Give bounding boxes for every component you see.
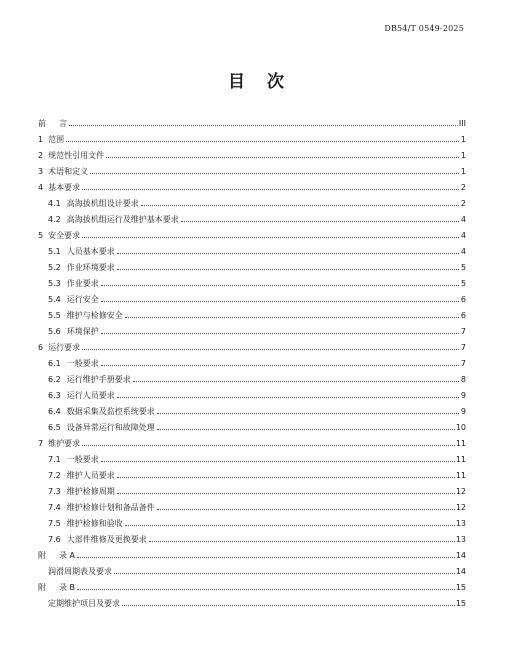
toc-entry-page-number: 13	[455, 519, 466, 528]
toc-entry-label: 规范性引用文件	[48, 151, 105, 160]
toc-entry-label: 大部件维修及更换要求	[66, 535, 147, 544]
toc-entry-label: 维护检修和验收	[66, 519, 123, 528]
toc-entry[interactable]	[38, 417, 466, 433]
toc-title	[0, 67, 512, 92]
toc-entry[interactable]	[38, 433, 466, 449]
toc-entry-page-number: 7	[460, 359, 466, 368]
toc-entry-page-number: 15	[455, 583, 466, 592]
toc-entry-label: 维护检修计划和备品备件	[66, 503, 155, 512]
toc-dot-leader	[90, 173, 459, 174]
toc-entry[interactable]	[38, 449, 466, 465]
toc-entry[interactable]	[38, 129, 466, 145]
toc-entry-page-number: 5	[460, 279, 466, 288]
toc-entry-label: 环境保护	[66, 327, 99, 336]
toc-entry[interactable]	[38, 305, 466, 321]
toc-entry[interactable]	[38, 353, 466, 369]
toc-entry-label: 人员基本要求	[66, 247, 115, 256]
toc-title-char-2: 次	[266, 72, 284, 92]
document-code: DB54/T 0549-2025	[384, 24, 464, 33]
toc-entry-page-number: 11	[455, 455, 466, 464]
toc-entry-page-number: 13	[455, 535, 466, 544]
toc-entry[interactable]	[38, 145, 466, 161]
toc-entry-page-number: III	[458, 119, 466, 128]
toc-dot-leader	[122, 605, 455, 606]
toc-dot-leader	[157, 413, 459, 414]
toc-entry-number: 4.1	[48, 199, 61, 208]
toc-dot-leader	[69, 125, 458, 126]
toc-entry[interactable]	[38, 193, 466, 209]
toc-entry-label: 数据采集及监控系统要求	[66, 407, 155, 416]
toc-entry-label: 安全要求	[48, 231, 81, 240]
toc-dot-leader	[82, 445, 455, 446]
toc-entry-number: 1	[38, 135, 44, 144]
toc-dot-leader	[141, 205, 459, 206]
toc-dot-leader	[101, 333, 459, 334]
toc-entry-number: 4.2	[48, 215, 61, 224]
toc-entry-number: 6.1	[48, 359, 61, 368]
toc-entry-label: 基本要求	[48, 183, 81, 192]
toc-entry[interactable]	[38, 561, 466, 577]
toc-entry-number: 6.5	[48, 423, 61, 432]
toc-entry-number: 7.6	[48, 535, 61, 544]
toc-entry-label: 维护人员要求	[66, 471, 115, 480]
toc-title-char-1: 目	[228, 72, 246, 92]
toc-entry-label: 运行维护手册要求	[66, 375, 131, 384]
toc-entry-page-number: 6	[460, 295, 466, 304]
toc-entry-number: 7.5	[48, 519, 61, 528]
toc-entry[interactable]	[38, 369, 466, 385]
toc-entry-number: 2	[38, 151, 44, 160]
toc-entry-number: 5.6	[48, 327, 61, 336]
toc-entry-page-number: 7	[460, 327, 466, 336]
toc-entry-page-number: 11	[455, 439, 466, 448]
toc-entry-label: 运行安全	[66, 295, 99, 304]
toc-dot-leader	[77, 557, 455, 558]
toc-entry-label: 维护检修周期	[66, 487, 115, 496]
toc-entry-label: 一般要求	[66, 455, 99, 464]
toc-entry-label: 作业环境要求	[66, 263, 115, 272]
toc-dot-leader	[181, 221, 459, 222]
toc-entry[interactable]	[38, 465, 466, 481]
toc-entry[interactable]	[38, 225, 466, 241]
toc-dot-leader	[157, 429, 455, 430]
toc-entry-label: 维护要求	[48, 439, 81, 448]
toc-entry-page-number: 12	[455, 503, 466, 512]
toc-entry-page-number: 7	[460, 343, 466, 352]
toc-dot-leader	[157, 509, 455, 510]
toc-entry-page-number: 8	[460, 375, 466, 384]
toc-entry-number: 6.2	[48, 375, 61, 384]
toc-dot-leader	[117, 397, 459, 398]
toc-entry-label: 录 A	[59, 551, 76, 560]
toc-entry-page-number: 9	[460, 407, 466, 416]
toc-entry-label: 运行人员要求	[66, 391, 115, 400]
toc-dot-leader	[101, 365, 459, 366]
toc-entry-number: 附	[38, 551, 54, 560]
toc-entry-page-number: 4	[460, 215, 466, 224]
toc-entry-number: 7	[38, 439, 44, 448]
toc-entry-label: 设备异常运行和故障处理	[66, 423, 155, 432]
toc-entry[interactable]	[38, 113, 466, 129]
toc-entry-page-number: 14	[455, 567, 466, 576]
toc-dot-leader	[149, 541, 455, 542]
toc-dot-leader	[117, 269, 459, 270]
toc-dot-leader	[114, 573, 455, 574]
toc-entry-page-number: 2	[460, 183, 466, 192]
toc-dot-leader	[117, 477, 455, 478]
toc-entry-number: 7.4	[48, 503, 61, 512]
toc-dot-leader	[133, 381, 459, 382]
toc-dot-leader	[66, 141, 459, 142]
toc-entry-number: 5.1	[48, 247, 61, 256]
toc-dot-leader	[106, 157, 459, 158]
toc-dot-leader	[101, 461, 455, 462]
toc-entry-number: 3	[38, 167, 44, 176]
toc-dot-leader	[117, 253, 459, 254]
toc-entry-page-number: 1	[460, 167, 466, 176]
toc-entry-number: 7.1	[48, 455, 61, 464]
toc-entry-number: 5	[38, 231, 44, 240]
toc-entry[interactable]	[38, 321, 466, 337]
toc-entry-label: 维护与检修安全	[66, 311, 123, 320]
toc-entry-label: 言	[59, 119, 67, 128]
toc-entry-page-number: 6	[460, 311, 466, 320]
toc-entry[interactable]	[38, 385, 466, 401]
toc-entry[interactable]	[38, 177, 466, 193]
toc-entry-number: 5.3	[48, 279, 61, 288]
toc-entry-page-number: 10	[455, 423, 466, 432]
toc-entry-number: 5.4	[48, 295, 61, 304]
toc-dot-leader	[82, 349, 459, 350]
toc-entry-page-number: 12	[455, 487, 466, 496]
toc-entry-page-number: 1	[460, 151, 466, 160]
toc-entry-number: 6.3	[48, 391, 61, 400]
toc-entry[interactable]	[38, 273, 466, 289]
toc-entry-number: 6.4	[48, 407, 61, 416]
toc-entry[interactable]	[38, 593, 466, 609]
toc-entry-page-number: 9	[460, 391, 466, 400]
toc-entry[interactable]	[38, 577, 466, 593]
toc-dot-leader	[117, 493, 455, 494]
toc-entry-label: 一般要求	[66, 359, 99, 368]
toc-dot-leader	[82, 189, 459, 190]
toc-dot-leader	[101, 301, 459, 302]
toc-entry-number: 7.2	[48, 471, 61, 480]
toc-entry-page-number: 1	[460, 135, 466, 144]
toc-entry-page-number: 4	[460, 247, 466, 256]
toc-entry-page-number: 5	[460, 263, 466, 272]
toc-entry[interactable]	[38, 529, 466, 545]
toc-entry-label: 作业要求	[66, 279, 99, 288]
toc-entry-page-number: 15	[455, 599, 466, 608]
toc-entry-number: 附	[38, 583, 54, 592]
toc-entry-page-number: 11	[455, 471, 466, 480]
toc-entry-label: 术语和定义	[48, 167, 89, 176]
toc-entry-number: 前	[38, 119, 54, 128]
toc-entry[interactable]	[38, 401, 466, 417]
toc-entry-label: 高海拔机组设计要求	[66, 199, 139, 208]
toc-dot-leader	[125, 525, 455, 526]
toc-dot-leader	[82, 237, 459, 238]
toc-entry-label: 运行要求	[48, 343, 81, 352]
toc-entry[interactable]	[38, 481, 466, 497]
toc-entry-label: 定期维护项目及要求	[48, 599, 120, 608]
toc-entry-page-number: 4	[460, 231, 466, 240]
toc-entry[interactable]	[38, 289, 466, 305]
toc-dot-leader	[101, 285, 459, 286]
toc-entry-label: 范围	[48, 135, 65, 144]
toc-entry-number: 7.3	[48, 487, 61, 496]
toc-entry-label: 润滑周期表及要求	[48, 567, 112, 576]
toc-entry-page-number: 14	[455, 551, 466, 560]
toc-entry[interactable]	[38, 209, 466, 225]
toc-dot-leader	[77, 589, 455, 590]
toc-entry-page-number: 2	[460, 199, 466, 208]
toc-entry[interactable]	[38, 337, 466, 353]
toc-entry-number: 5.5	[48, 311, 61, 320]
toc-entry[interactable]	[38, 513, 466, 529]
toc-entry[interactable]	[38, 161, 466, 177]
toc-dot-leader	[125, 317, 459, 318]
toc-entry-number: 4	[38, 183, 44, 192]
toc-entry[interactable]	[38, 241, 466, 257]
toc-entry[interactable]	[38, 545, 466, 561]
toc-entry-number: 6	[38, 343, 44, 352]
toc-entry[interactable]	[38, 257, 466, 273]
toc-entry[interactable]	[38, 497, 466, 513]
toc-entry-label: 录 B	[59, 583, 76, 592]
table-of-contents	[38, 113, 466, 609]
toc-entry-number: 5.2	[48, 263, 61, 272]
toc-entry-label: 高海拔机组运行及维护基本要求	[66, 215, 179, 224]
